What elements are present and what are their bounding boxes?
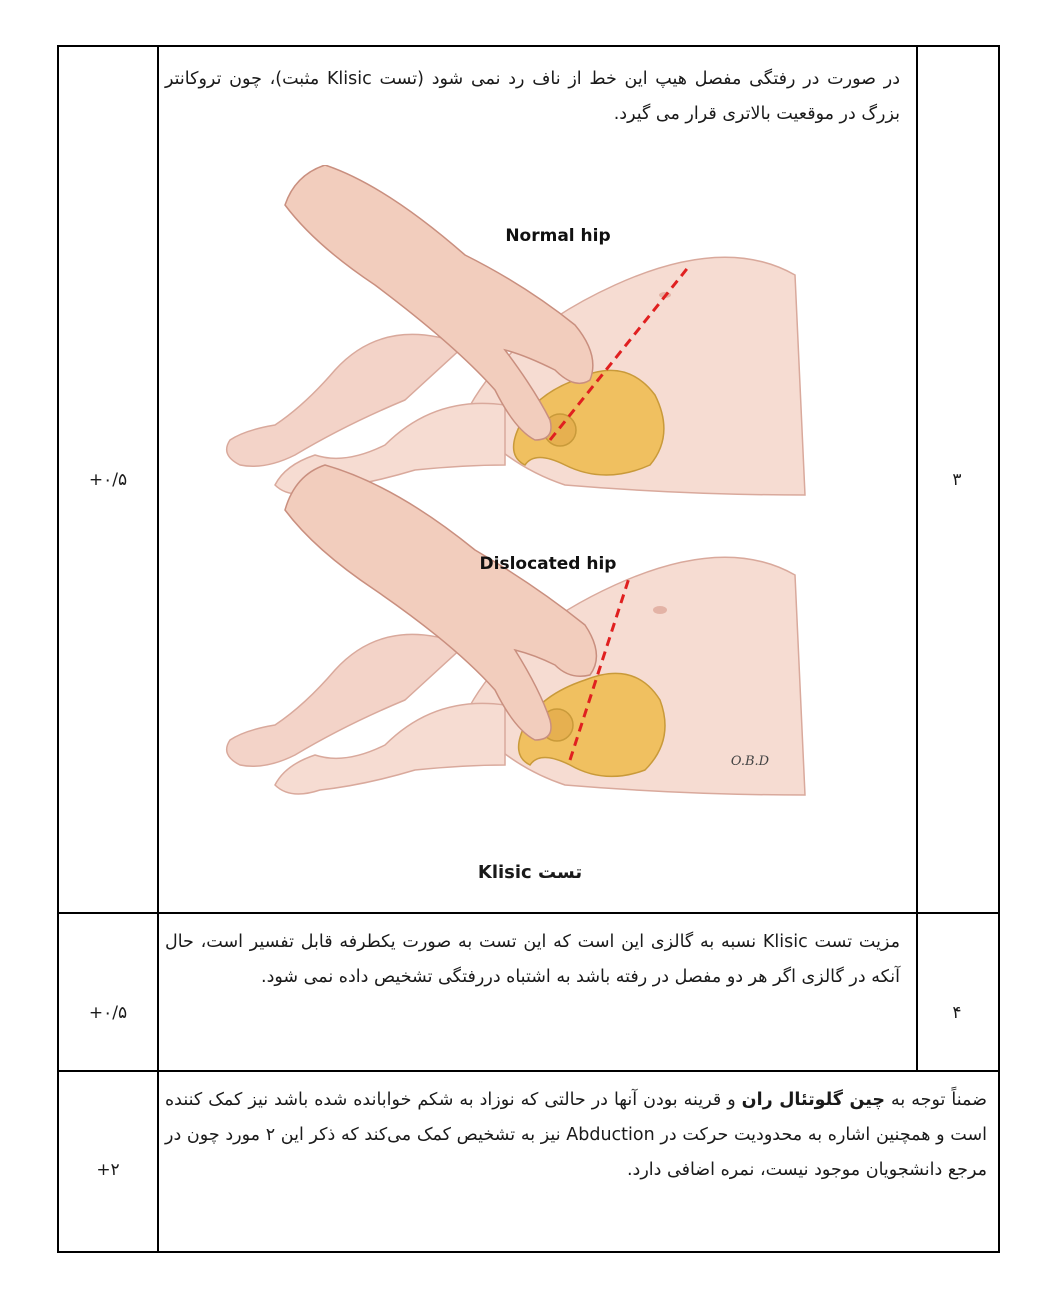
score-cell: +۰/۵ (88, 1003, 128, 1023)
score-cell: +۲ (96, 1160, 120, 1180)
note-text-end: و قرینه بودن آنها در حالتی که نوزاد به شکم خوابانده شده باشد نیز کمک کننده است و همچنین اشاره به محدودیت حرکت در Abduction نیز به تشخیص کمک می‌کند که ذکر این ۲ مورد چون در مرجع دانشجویان موجود نیست، نمره اضافی دارد. (165, 1090, 988, 1180)
normal-hip-label: Normal hip (505, 226, 611, 246)
row-divider (59, 1070, 998, 1072)
artist-signature: O.B.D (730, 754, 770, 769)
klisic-test-illustration (205, 165, 825, 805)
question-number-cell: ۳ (952, 470, 962, 490)
extra-note-text (165, 1083, 987, 1188)
answer-text: مزیت تست Klisic نسبه به گالزی این است که این تست به صورت یکطرفه قابل تفسیر است، حال آنکه در گالزی اگر هر دو مفصل در رفته باشد به اشتباه دررفتگی تشخیص داده نمی شود. (165, 932, 900, 987)
answer-text: در صورت در رفتگی مفصل هیپ این خط از ناف رد نمی شود (تست Klisic مثبت)، چون تروکانتر بزرگ در موقعیت بالاتری قرار می گیرد. (165, 69, 900, 124)
dislocated-hip-figure (227, 465, 805, 795)
note-text-start: ضمناً توجه به (885, 1090, 987, 1110)
row-divider (59, 912, 998, 914)
question-number-cell: ۴ (952, 1003, 962, 1023)
score-cell: +۰/۵ (88, 470, 128, 490)
dislocated-hip-label: Dislocated hip (479, 554, 617, 574)
gluteal-fold-term: چین گلوتئال ران (741, 1090, 886, 1110)
normal-hip-figure (227, 165, 805, 495)
column-divider (157, 47, 159, 1251)
column-divider (916, 47, 918, 1072)
figure-caption: تست Klisic (477, 862, 583, 883)
